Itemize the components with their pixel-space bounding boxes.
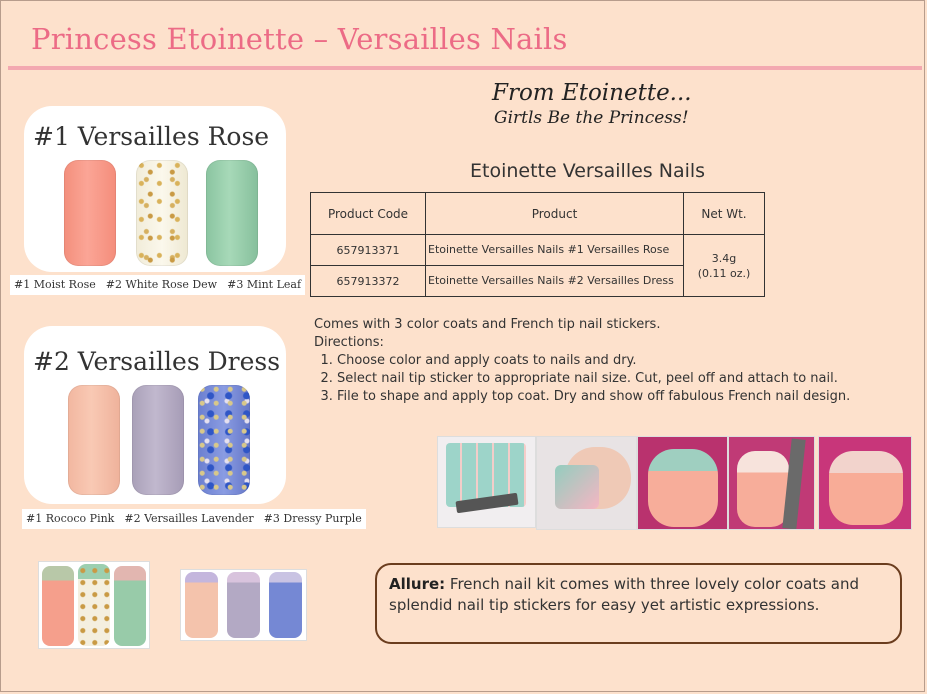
shade-label: #2 White Rose Dew	[105, 278, 218, 291]
tagline-subheading: Girtls Be the Princess!	[494, 108, 689, 128]
french-tip-photo-dress	[180, 569, 307, 641]
shade-label: #2 Versailles Lavender	[124, 512, 254, 525]
card-title-dress: #2 Versailles Dress	[33, 347, 281, 376]
shade-label: #3 Mint Leaf	[227, 278, 302, 291]
product-name-cell: Etoinette Versailles Nails #1 Versailles Rose	[426, 235, 684, 266]
shade-label: #1 Rococo Pink	[26, 512, 115, 525]
header-product: Product	[426, 193, 684, 235]
table-row	[311, 235, 765, 266]
apply-sticker-photo	[637, 436, 728, 530]
net-wt-ounces: (0.11 oz.)	[697, 266, 751, 280]
title-divider	[8, 66, 922, 70]
french-tip-photo-rose	[38, 561, 150, 649]
header-product-code: Product Code	[311, 193, 426, 235]
swatch-dressy-purple	[198, 385, 250, 495]
sticker-sheet-photo	[437, 436, 536, 528]
directions-list	[314, 352, 874, 406]
finished-nail-photo	[818, 436, 912, 530]
swatch-rococo-pink	[68, 385, 120, 495]
product-name-cell: Etoinette Versailles Nails #2 Versailles Dress	[426, 266, 684, 297]
product-code-cell: 657913371	[311, 235, 426, 266]
peel-sticker-photo	[536, 436, 637, 530]
page-title: Princess Etoinette – Versailles Nails	[31, 22, 568, 56]
shade-labels-rose	[10, 275, 305, 295]
allure-text: French nail kit comes with three lovely color coats and splendid nail tip stickers for easy yet artistic expressions.	[389, 575, 860, 614]
direction-step: 1. Choose color and apply coats to nails and dry.	[337, 352, 874, 370]
shade-labels-dress	[22, 509, 366, 529]
table-title: Etoinette Versailles Nails	[470, 160, 706, 182]
kit-contents-text: Comes with 3 color coats and French tip nail stickers.	[314, 317, 661, 332]
swatch-white-rose-dew	[136, 160, 188, 266]
product-code-cell: 657913372	[311, 266, 426, 297]
net-wt-grams: 3.4g	[711, 251, 737, 265]
net-wt-cell	[684, 235, 765, 297]
direction-step: 3. File to shape and apply top coat. Dry and show off fabulous French nail design.	[337, 388, 874, 406]
product-table	[310, 192, 765, 297]
instructions	[314, 316, 874, 406]
direction-step: 2. Select nail tip sticker to appropriate nail size. Cut, peel off and attach to nail.	[337, 370, 874, 388]
tagline-heading: From Etoinette...	[492, 80, 692, 106]
shade-label: #1 Moist Rose	[14, 278, 96, 291]
allure-callout	[375, 563, 902, 644]
card-title-rose: #1 Versailles Rose	[33, 122, 270, 151]
swatch-moist-rose	[64, 160, 116, 266]
swatch-mint-leaf	[206, 160, 258, 266]
allure-label: Allure:	[389, 575, 446, 593]
swatch-versailles-lavender	[132, 385, 184, 495]
file-nail-photo	[728, 436, 815, 530]
shade-label: #3 Dressy Purple	[263, 512, 362, 525]
header-net-wt: Net Wt.	[684, 193, 765, 235]
directions-heading: Directions:	[314, 335, 384, 350]
